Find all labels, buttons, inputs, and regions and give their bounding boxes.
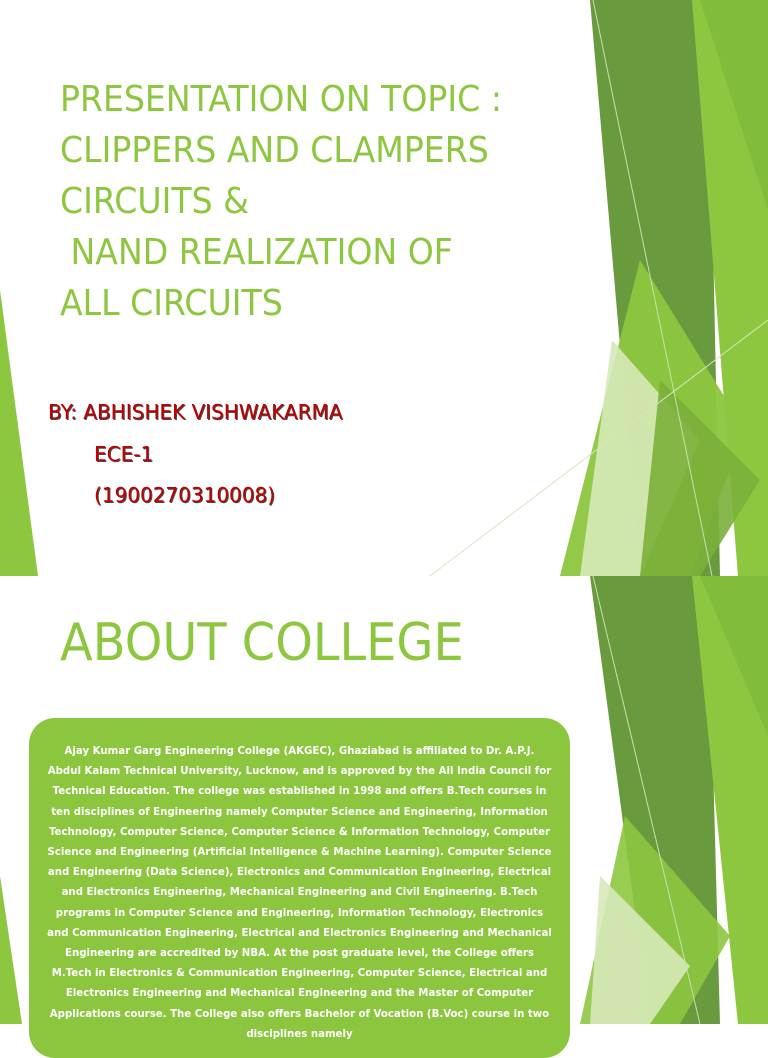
- college-description-box: [29, 718, 570, 1058]
- class-section: ECE-1: [94, 442, 154, 466]
- about-college-slide: [0, 576, 768, 1040]
- author-name: BY: ABHISHEK VISHWAKARMA: [48, 400, 343, 424]
- presentation-title: PRESENTATION ON TOPIC : CLIPPERS AND CLAMPERS CIRCUITS & NAND REALIZATION OF ALL CIRCUITS: [60, 79, 502, 324]
- roll-number: (1900270310008): [94, 483, 276, 507]
- college-description-text: Ajay Kumar Garg Engineering College (AKGEC), Ghaziabad is affiliated to Dr. A.P.J. Abdul Kalam Technical University, Lucknow, and is approved by the All India Council for Technical Education. The college was established in 1998 and offers B.Tech courses in ten disciplines of Engineering namely Computer Science and Engineering, Information Technology, Computer Science, Computer Science & Information Technology, Computer Science and Engineering (Artificial Intelligence & Machine Learning). Computer Science and Engineering (Data Science), Electronics and Communication Engineering, Electrical and Electronics Engineering, Mechanical Engineering and Civil Engineering. B.Tech programs in Computer Science and Engineering, Information Technology, Electronics and Communication Engineering, Electrical and Electronics Engineering and Mechanical Engineering are accredited by NBA. At the post graduate level, the College offers M.Tech in Electronics & Communication Engineering, Computer Science, Electrical and Electronics Engineering and Mechanical Engineering and the Master of Computer Applications course. The College also offers Bachelor of Vocation (B.Voc) course in two disciplines namely: [47, 746, 552, 1040]
- about-college-title: ABOUT COLLEGE: [60, 613, 464, 673]
